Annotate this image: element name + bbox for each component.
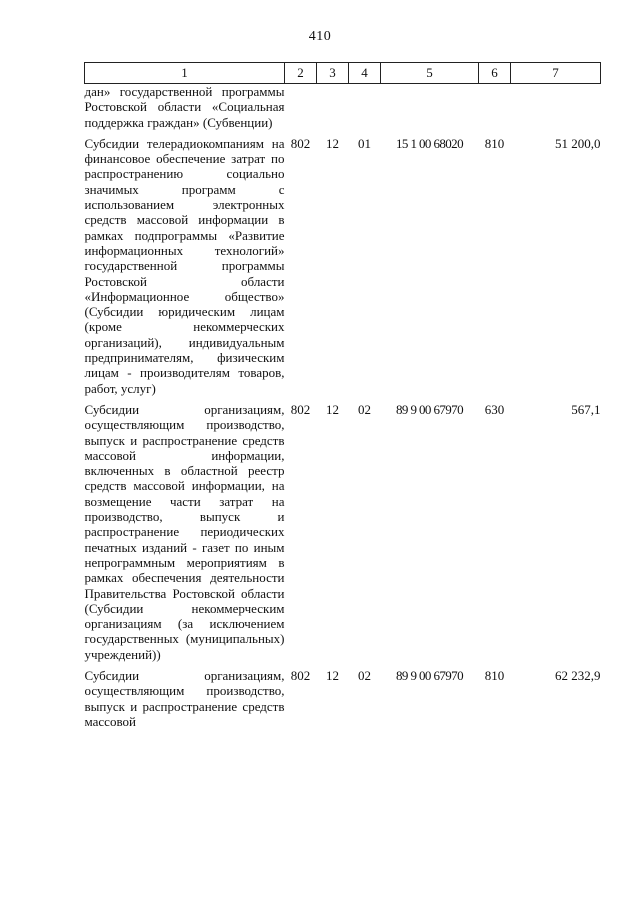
- row-description: дан» государственной программы Ростовской области «Социальная поддержка граждан» (Субвенции): [84, 84, 285, 130]
- row-col7: 567,1: [571, 401, 601, 417]
- row-description: Субсидии организациям, осуществляющим производство, выпуск и распространение средств массовой информации, включенных в областной реестр средств массовой информации, на возмещение части затрат на производство, выпуск и распространение периодических печатных изданий - газет по иным непрограммным мероприятиям в рамках обеспечения деятельности Правительства Ростовской области (Субсидии некоммерческим организациям (за исключением государственных (муниципальных) учреждений)): [84, 401, 285, 662]
- row-col2: 802: [290, 135, 311, 151]
- row-description: Субсидии организациям, осуществляющим производство, выпуск и распространение средств массовой: [84, 667, 285, 729]
- column-header-6: 6: [479, 63, 511, 84]
- row-col5: 15 1 00 68020: [396, 135, 463, 151]
- row-col3: [317, 84, 349, 130]
- page-number: 410: [308, 29, 332, 44]
- row-col5: 89 9 00 67970: [396, 401, 463, 417]
- row-col3: 12: [326, 135, 339, 151]
- row-col7: 62 232,9: [555, 667, 601, 683]
- row-col2: 802: [290, 667, 311, 683]
- column-header-2: 2: [285, 63, 317, 84]
- table-row: [85, 130, 601, 396]
- table-header-row: [85, 63, 601, 84]
- table-row: [85, 396, 601, 662]
- column-header-1: 1: [85, 63, 285, 84]
- row-col2: 802: [290, 401, 311, 417]
- table-row: [85, 662, 601, 729]
- column-header-7: 7: [511, 63, 601, 84]
- row-col6: 810: [484, 667, 505, 683]
- column-header-5: 5: [381, 63, 479, 84]
- row-col2: [285, 84, 317, 130]
- column-header-4: 4: [349, 63, 381, 84]
- row-col4: [349, 84, 381, 130]
- row-col7: [511, 84, 601, 130]
- row-col5: [381, 84, 479, 130]
- budget-table: [84, 62, 601, 729]
- row-col6: 810: [484, 135, 505, 151]
- row-col3: 12: [326, 667, 339, 683]
- row-col3: 12: [326, 401, 339, 417]
- column-header-3: 3: [317, 63, 349, 84]
- table-row: [85, 84, 601, 130]
- row-col7: 51 200,0: [555, 135, 601, 151]
- row-col4: 02: [358, 667, 371, 683]
- row-col6: 630: [484, 401, 505, 417]
- row-col4: 01: [358, 135, 371, 151]
- row-col5: 89 9 00 67970: [396, 667, 463, 683]
- row-description: Субсидии телерадиокомпаниям на финансовое обеспечение затрат по распространению социально значимых программ с использованием электронных средств массовой информации в рамках подпрограммы «Развитие информационных технологий» государственной программы Ростовской области «Информационное общество» (Субсидии юридическим лицам (кроме некоммерческих организаций), индивидуальным предпринимателям, физическим лицам - производителям товаров, работ, услуг): [84, 135, 285, 396]
- row-col6: [479, 84, 511, 130]
- row-col4: 02: [358, 401, 371, 417]
